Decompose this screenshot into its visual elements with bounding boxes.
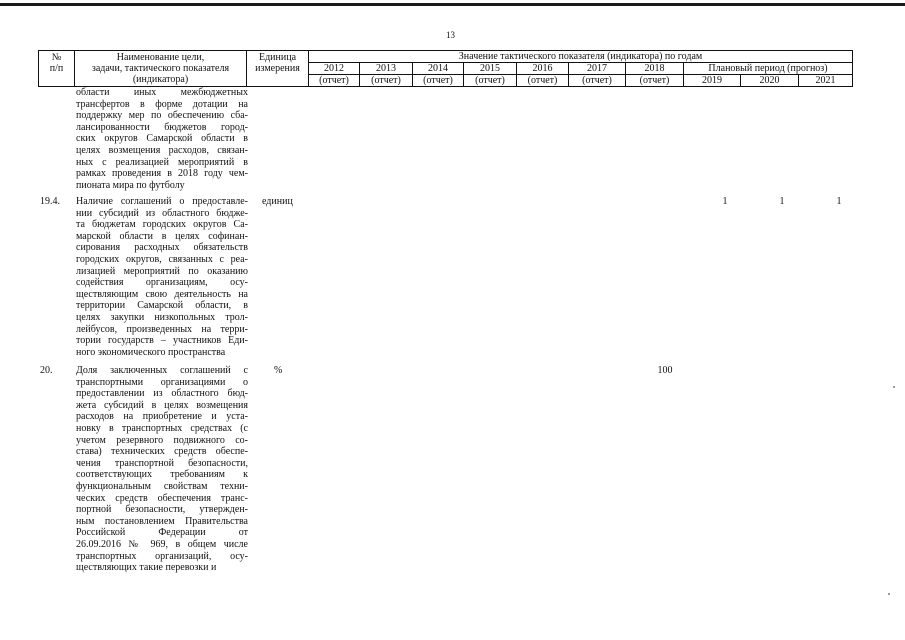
scan-speck <box>888 593 890 595</box>
row-value-2018: 100 <box>657 365 673 376</box>
col-year-2021: 2021 <box>799 75 853 87</box>
row-indicator-name: Доля заключенных соглашений с транспортными организациями о предоставлении из областного бюд- жета субсидий в целях возмещения расходов на приобретение и уста- новку в транспортных средствах (с учетом резервного подвижного со- става) технических средств обеспе- чения транспортной безопасности, соответствующих требованиям к функциональным свойствам техни- ческих средств обеспечения транс- портной безопасности, утвержден- ным постановлением Правительства Российской Федерации от 26.09.2016 № 969, в общем числе транспортных организаций, осу- ществляющих такие перевозки и <box>76 365 248 574</box>
row-value-2021: 1 <box>836 196 842 207</box>
report-label: (отчет) <box>626 75 684 87</box>
scan-speck <box>893 386 895 388</box>
col-year-2017: 2017 <box>569 63 626 75</box>
col-header-name: Наименование цели, задачи, тактического показателя (индикатора) <box>75 51 247 87</box>
report-label: (отчет) <box>360 75 413 87</box>
col-year-2015: 2015 <box>464 63 517 75</box>
row-value-2020: 1 <box>779 196 785 207</box>
report-label: (отчет) <box>309 75 360 87</box>
col-header-unit: Единица измерения <box>247 51 309 87</box>
top-border-rule <box>0 3 905 6</box>
col-year-2019: 2019 <box>684 75 741 87</box>
col-year-2018: 2018 <box>626 63 684 75</box>
row-continuation-name: области иных межбюджетных трансфертов в форме дотации на поддержку мер по обеспечению сба- лансированности бюджетов город- ских округов Самарской области в целях возмещения расходов, связан- ных с реализацией мероприятий в рамках проведения в 2018 году чем- пионата мира по футболу <box>76 87 248 191</box>
col-header-number: № п/п <box>39 51 75 87</box>
row-unit: % <box>274 365 283 376</box>
col-year-2016: 2016 <box>517 63 569 75</box>
report-label: (отчет) <box>569 75 626 87</box>
report-label: (отчет) <box>517 75 569 87</box>
col-year-2020: 2020 <box>741 75 799 87</box>
row-unit: единиц <box>262 196 293 207</box>
col-year-2012: 2012 <box>309 63 360 75</box>
row-number: 19.4. <box>40 196 60 207</box>
page-number: 13 <box>446 30 455 40</box>
row-indicator-name: Наличие соглашений о предоставле- нии субсидий из областного бюдже- та бюджетам городских округов Са- марской области в целях софинан- сирования расходных обязательств городских округов, связанных с реа- лизацией мероприятий по оказанию содействия организациям, осу- ществляющим свою деятельность на территории Самарской области, в целях закупки низкопольных трол- лейбусов, произведенных на терри- тории государств – участников Еди- ного экономического пространства <box>76 196 248 358</box>
report-label: (отчет) <box>413 75 464 87</box>
indicator-table-header <box>38 50 853 87</box>
col-year-2014: 2014 <box>413 63 464 75</box>
report-label: (отчет) <box>464 75 517 87</box>
row-number: 20. <box>40 365 53 376</box>
row-value-2019: 1 <box>722 196 728 207</box>
col-header-planned: Плановый период (прогноз) <box>684 63 853 75</box>
col-header-values-title: Значение тактического показателя (индикатора) по годам <box>309 51 853 63</box>
col-year-2013: 2013 <box>360 63 413 75</box>
